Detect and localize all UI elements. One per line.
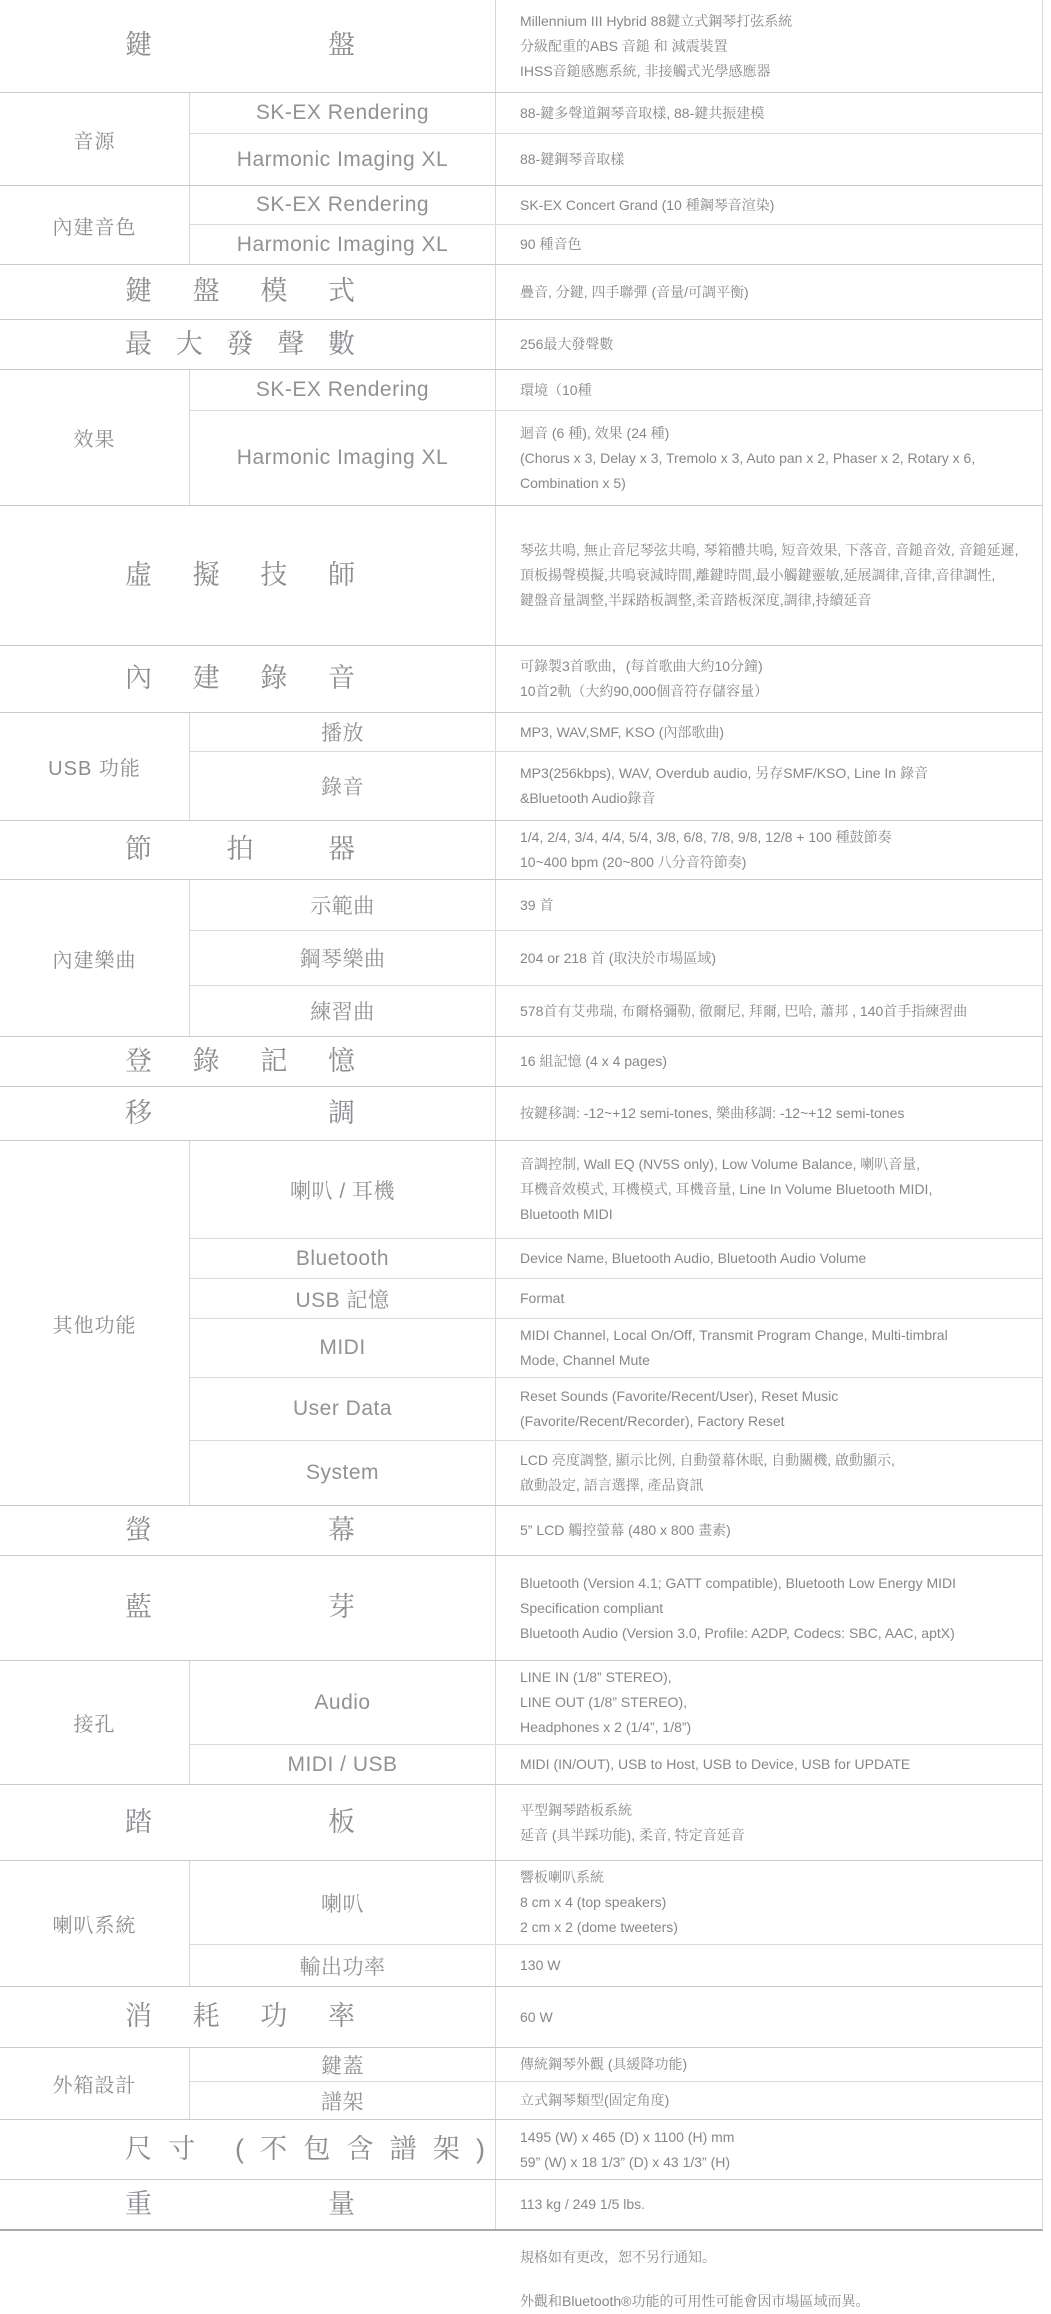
section-label: 其他功能 bbox=[0, 1141, 190, 1505]
spec-section bbox=[0, 646, 1042, 713]
spec-value bbox=[496, 265, 1042, 319]
spec-section bbox=[0, 265, 1042, 320]
section-sublabel: 示範曲 bbox=[190, 880, 496, 930]
spec-section bbox=[0, 1141, 1042, 1506]
section-label-text: 登錄記憶 bbox=[125, 1045, 355, 1076]
spec-subrow bbox=[190, 1238, 1042, 1278]
spec-value bbox=[496, 370, 1042, 410]
spec-value-line: 傳統鋼琴外觀 (具緩降功能) bbox=[520, 2056, 688, 2072]
spec-subrow bbox=[190, 1661, 1042, 1744]
spec-section bbox=[0, 1861, 1042, 1987]
spec-value bbox=[496, 1556, 1042, 1660]
section-label bbox=[0, 2120, 496, 2179]
spec-value bbox=[496, 931, 1042, 985]
spec-section bbox=[0, 1037, 1042, 1087]
spec-value bbox=[496, 1861, 1042, 1944]
spec-value bbox=[496, 1441, 1042, 1505]
section-sublabel: USB 記憶 bbox=[190, 1279, 496, 1318]
spec-section bbox=[0, 1506, 1042, 1556]
spec-value-line: SK-EX Concert Grand (10 種鋼琴音渲染) bbox=[520, 196, 775, 213]
section-sublabel: SK-EX Rendering bbox=[190, 93, 496, 133]
spec-value-line: 琴弦共鳴, 無止音尼琴弦共鳴, 琴箱體共鳴, 短音效果, 下落音, 音鎚音效, 音鎚延遲, bbox=[520, 542, 1019, 558]
spec-value bbox=[496, 752, 1042, 820]
section-label-text: 尺寸 (不包含譜架) bbox=[125, 2133, 485, 2164]
spec-value bbox=[496, 1987, 1042, 2047]
section-label-text: 內建錄音 bbox=[125, 663, 355, 694]
spec-value-line: 90 種音色 bbox=[520, 236, 582, 252]
spec-value-line: Millennium III Hybrid 88鍵立式鋼琴打弦系統 bbox=[520, 12, 793, 29]
section-label-text: 藍芽 bbox=[125, 1592, 355, 1623]
spec-value-line: 113 kg / 249 1/5 lbs. bbox=[520, 2196, 646, 2212]
section-label: 內建音色 bbox=[0, 186, 190, 264]
spec-value-line: 88-鍵多聲道鋼琴音取樣, 88-鍵共振建模 bbox=[520, 104, 765, 121]
section-sublabel: 播放 bbox=[190, 713, 496, 751]
spec-value-line: 迴音 (6 種), 效果 (24 種) bbox=[520, 424, 670, 441]
spec-value-line: 疊音, 分鍵, 四手聯彈 (音量/可調平衡) bbox=[520, 283, 749, 300]
spec-section bbox=[0, 821, 1042, 880]
section-label bbox=[0, 1987, 496, 2047]
section-sublabel: System bbox=[190, 1441, 496, 1505]
section-sublabel: MIDI bbox=[190, 1319, 496, 1377]
spec-subrows bbox=[190, 880, 1042, 1036]
spec-value bbox=[496, 186, 1042, 224]
spec-value-line: LINE OUT (1/8” STEREO), bbox=[520, 1694, 687, 1710]
spec-value bbox=[496, 1141, 1042, 1238]
spec-subrow bbox=[190, 1377, 1042, 1440]
spec-value-line: 130 W bbox=[520, 1957, 561, 1973]
section-label: 接孔 bbox=[0, 1661, 190, 1784]
spec-value-line: Format bbox=[520, 1290, 565, 1306]
footer-note: 規格如有更改，恕不另行通知。 bbox=[520, 2249, 716, 2265]
spec-subrow bbox=[190, 1141, 1042, 1238]
spec-value-line: &Bluetooth Audio錄音 bbox=[520, 790, 656, 806]
spec-subrows bbox=[190, 2048, 1042, 2119]
spec-subrows bbox=[190, 1861, 1042, 1986]
spec-subrow bbox=[190, 1744, 1042, 1784]
footer-notes bbox=[0, 2231, 1051, 2314]
section-label: USB 功能 bbox=[0, 713, 190, 820]
section-sublabel: Harmonic Imaging XL bbox=[190, 411, 496, 505]
spec-value bbox=[496, 320, 1042, 369]
section-label-text: 虛擬技師 bbox=[125, 559, 355, 590]
section-sublabel: 譜架 bbox=[190, 2082, 496, 2119]
spec-section bbox=[0, 2180, 1042, 2229]
spec-value-line: 10~400 bpm (20~800 八分音符節奏) bbox=[520, 854, 747, 870]
section-label: 喇叭系統 bbox=[0, 1861, 190, 1986]
spec-section bbox=[0, 2048, 1042, 2120]
spec-value bbox=[496, 713, 1042, 751]
spec-section bbox=[0, 713, 1042, 821]
section-label bbox=[0, 1556, 496, 1660]
spec-section bbox=[0, 2120, 1042, 2180]
section-label-text: 節拍器 bbox=[125, 834, 355, 865]
spec-value-line: 分級配重的ABS 音鎚 和 減震裝置 bbox=[520, 37, 728, 54]
spec-value bbox=[496, 1087, 1042, 1140]
spec-value bbox=[496, 2048, 1042, 2081]
spec-value-line: 1/4, 2/4, 3/4, 4/4, 5/4, 3/8, 6/8, 7/8, 9/8, 12/8 + 100 種鼓節奏 bbox=[520, 829, 892, 845]
spec-value-line: 8 cm x 4 (top speakers) bbox=[520, 1894, 667, 1910]
spec-section bbox=[0, 1087, 1042, 1141]
spec-value-line: Combination x 5) bbox=[520, 474, 626, 491]
section-sublabel: 錄音 bbox=[190, 752, 496, 820]
spec-subrow bbox=[190, 1861, 1042, 1944]
spec-value-line: (Favorite/Recent/Recorder), Factory Reset bbox=[520, 1413, 785, 1429]
section-sublabel: SK-EX Rendering bbox=[190, 186, 496, 224]
spec-value bbox=[496, 225, 1042, 264]
section-sublabel: Bluetooth bbox=[190, 1239, 496, 1278]
spec-value bbox=[496, 2180, 1042, 2229]
spec-value-line: 啟動設定, 語言選擇, 產品資訊 bbox=[520, 1477, 704, 1493]
spec-value bbox=[496, 1378, 1042, 1440]
section-label bbox=[0, 1506, 496, 1555]
spec-value-line: MIDI (IN/OUT), USB to Host, USB to Device, USB for UPDATE bbox=[520, 1756, 911, 1772]
spec-value-line: 5” LCD 觸控螢幕 (480 x 800 畫素) bbox=[520, 1522, 731, 1538]
section-label: 內建樂曲 bbox=[0, 880, 190, 1036]
spec-value-line: 60 W bbox=[520, 2008, 553, 2025]
spec-value-line: 16 組記憶 (4 x 4 pages) bbox=[520, 1053, 668, 1069]
spec-value-line: IHSS音鎚感應系統, 非接觸式光學感應器 bbox=[520, 62, 771, 79]
section-label bbox=[0, 1785, 496, 1860]
section-sublabel: SK-EX Rendering bbox=[190, 370, 496, 410]
spec-value-line: 耳機音效模式, 耳機模式, 耳機音量, Line In Volume Bluetooth MIDI, bbox=[520, 1181, 933, 1197]
spec-value-line: 鍵盤音量調整,半踩踏板調整,柔音踏板深度,調律,持續延音 bbox=[520, 592, 872, 608]
section-sublabel: Harmonic Imaging XL bbox=[190, 134, 496, 185]
spec-section bbox=[0, 1987, 1042, 2048]
section-sublabel: 練習曲 bbox=[190, 986, 496, 1036]
spec-value-line: Bluetooth Audio (Version 3.0, Profile: A2DP, Codecs: SBC, AAC, aptX) bbox=[520, 1624, 955, 1641]
spec-value-line: 延音 (具半踩功能), 柔音, 特定音延音 bbox=[520, 1826, 745, 1843]
spec-value-line: Device Name, Bluetooth Audio, Bluetooth Audio Volume bbox=[520, 1250, 867, 1266]
section-label bbox=[0, 506, 496, 645]
spec-value-line: 按鍵移調: -12~+12 semi-tones, 樂曲移調: -12~+12 semi-tones bbox=[520, 1105, 905, 1121]
spec-value-line: Bluetooth (Version 4.1; GATT compatible), Bluetooth Low Energy MIDI bbox=[520, 1574, 957, 1591]
section-sublabel: 鍵蓋 bbox=[190, 2048, 496, 2081]
section-label-text: 最大發聲數 bbox=[125, 328, 355, 359]
spec-value bbox=[496, 1506, 1042, 1555]
spec-subrow bbox=[190, 370, 1042, 410]
spec-value-line: 204 or 218 首 (取決於市場區域) bbox=[520, 949, 717, 966]
spec-section bbox=[0, 506, 1042, 646]
section-sublabel: Audio bbox=[190, 1661, 496, 1744]
spec-subrow bbox=[190, 1944, 1042, 1986]
spec-subrow bbox=[190, 133, 1042, 185]
section-label bbox=[0, 821, 496, 879]
section-sublabel: 喇叭 bbox=[190, 1861, 496, 1944]
section-label-text: 消耗功率 bbox=[125, 2001, 355, 2032]
spec-value-line: 環境（10種 bbox=[520, 381, 592, 398]
spec-value bbox=[496, 134, 1042, 185]
section-label bbox=[0, 1037, 496, 1086]
spec-value-line: 立式鋼琴類型(固定角度) bbox=[520, 2092, 670, 2108]
spec-value-line: 10首2軌（大約90,000個音符存儲容量） bbox=[520, 683, 769, 699]
spec-value bbox=[496, 821, 1042, 879]
spec-value-line: Headphones x 2 (1/4”, 1/8”) bbox=[520, 1719, 692, 1735]
section-label-text: 移調 bbox=[125, 1097, 355, 1128]
section-sublabel: MIDI / USB bbox=[190, 1745, 496, 1784]
section-sublabel: User Data bbox=[190, 1378, 496, 1440]
spec-value bbox=[496, 1319, 1042, 1377]
spec-subrow bbox=[190, 1440, 1042, 1505]
spec-value-line: 578首有艾弗瑞, 布爾格彌勒, 徹爾尼, 拜爾, 巴哈, 蕭邦 , 140首手指練習曲 bbox=[520, 1002, 968, 1019]
spec-value bbox=[496, 646, 1042, 712]
spec-value bbox=[496, 1239, 1042, 1278]
spec-value-line: MP3(256kbps), WAV, Overdub audio, 另存SMF/KSO, Line In 錄音 bbox=[520, 765, 928, 781]
spec-section bbox=[0, 1785, 1042, 1861]
spec-section bbox=[0, 93, 1042, 186]
section-label: 外箱設計 bbox=[0, 2048, 190, 2119]
spec-value bbox=[496, 411, 1042, 505]
spec-subrows bbox=[190, 713, 1042, 820]
spec-value-line: 256最大發聲數 bbox=[520, 336, 614, 352]
section-label: 音源 bbox=[0, 93, 190, 185]
spec-value-line: 1495 (W) x 465 (D) x 1100 (H) mm bbox=[520, 2128, 735, 2145]
spec-value bbox=[496, 2082, 1042, 2119]
spec-subrow bbox=[190, 2081, 1042, 2119]
spec-section bbox=[0, 320, 1042, 370]
spec-value-line: 平型鋼琴踏板系統 bbox=[520, 1801, 632, 1818]
spec-value-line: MP3, WAV,SMF, KSO (內部歌曲) bbox=[520, 723, 725, 740]
spec-subrow bbox=[190, 224, 1042, 264]
spec-value bbox=[496, 1745, 1042, 1784]
spec-value bbox=[496, 1661, 1042, 1744]
spec-section bbox=[0, 186, 1042, 265]
spec-value bbox=[496, 506, 1042, 645]
footer-note: 外觀和Bluetooth®功能的可用性可能會因市場區域而異。 bbox=[520, 2293, 870, 2309]
spec-subrow bbox=[190, 410, 1042, 505]
spec-value bbox=[496, 93, 1042, 133]
spec-value-line: 2 cm x 2 (dome tweeters) bbox=[520, 1919, 678, 1935]
spec-subrows bbox=[190, 1661, 1042, 1784]
spec-value bbox=[496, 0, 1042, 92]
spec-value-line: 39 首 bbox=[520, 896, 554, 913]
spec-value bbox=[496, 880, 1042, 930]
spec-value bbox=[496, 1785, 1042, 1860]
section-label bbox=[0, 646, 496, 712]
spec-value-line: 88-鍵鋼琴音取樣 bbox=[520, 151, 625, 167]
spec-value bbox=[496, 1037, 1042, 1086]
section-sublabel: 輸出功率 bbox=[190, 1945, 496, 1986]
spec-subrows bbox=[190, 186, 1042, 264]
spec-value-line: Bluetooth MIDI bbox=[520, 1206, 613, 1222]
spec-subrow bbox=[190, 751, 1042, 820]
section-label-text: 鍵盤 bbox=[125, 30, 355, 61]
section-sublabel: 喇叭 / 耳機 bbox=[190, 1141, 496, 1238]
spec-section bbox=[0, 1661, 1042, 1785]
spec-value-line: MIDI Channel, Local On/Off, Transmit Program Change, Multi-timbral bbox=[520, 1327, 948, 1343]
section-label-text: 重量 bbox=[125, 2188, 355, 2219]
spec-subrow bbox=[190, 985, 1042, 1036]
spec-section bbox=[0, 880, 1042, 1037]
section-label bbox=[0, 0, 496, 92]
spec-value-line: (Chorus x 3, Delay x 3, Tremolo x 3, Auto pan x 2, Phaser x 2, Rotary x 6, bbox=[520, 449, 976, 466]
spec-value-line: Mode, Channel Mute bbox=[520, 1352, 650, 1368]
spec-subrow bbox=[190, 1318, 1042, 1377]
spec-subrow bbox=[190, 2048, 1042, 2081]
spec-value-line: Reset Sounds (Favorite/Recent/User), Reset Music bbox=[520, 1388, 839, 1404]
spec-subrow bbox=[190, 713, 1042, 751]
spec-section bbox=[0, 0, 1042, 93]
spec-subrow bbox=[190, 880, 1042, 930]
spec-subrow bbox=[190, 930, 1042, 985]
spec-value-line: 響板喇叭系統 bbox=[520, 1869, 604, 1885]
section-label bbox=[0, 2180, 496, 2229]
section-label-text: 踏板 bbox=[125, 1806, 355, 1837]
section-label-text: 螢幕 bbox=[125, 1514, 355, 1545]
spec-section bbox=[0, 370, 1042, 506]
spec-subrow bbox=[190, 1278, 1042, 1318]
spec-value-line: 頂板揚聲模擬,共鳴衰減時間,離鍵時間,最小觸鍵靈敏,延展調律,音律,音律調性, bbox=[520, 567, 996, 583]
spec-value bbox=[496, 2120, 1042, 2179]
spec-value-line: LINE IN (1/8” STEREO), bbox=[520, 1669, 672, 1685]
spec-value-line: LCD 亮度調整, 顯示比例, 自動螢幕休眠, 自動關機, 啟動顯示, bbox=[520, 1452, 895, 1468]
section-label bbox=[0, 320, 496, 369]
spec-section bbox=[0, 1556, 1042, 1661]
spec-value-line: Specification compliant bbox=[520, 1599, 664, 1616]
spec-subrow bbox=[190, 186, 1042, 224]
spec-value bbox=[496, 1945, 1042, 1986]
section-sublabel: 鋼琴樂曲 bbox=[190, 931, 496, 985]
section-label bbox=[0, 265, 496, 319]
section-label-text: 鍵盤模式 bbox=[125, 276, 355, 307]
section-sublabel: Harmonic Imaging XL bbox=[190, 225, 496, 264]
spec-value bbox=[496, 1279, 1042, 1318]
spec-subrows bbox=[190, 1141, 1042, 1505]
section-label: 效果 bbox=[0, 370, 190, 505]
spec-value-line: 可錄製3首歌曲，(每首歌曲大約10分鐘) bbox=[520, 658, 763, 674]
spec-subrow bbox=[190, 93, 1042, 133]
spec-value-line: 59” (W) x 18 1/3” (D) x 43 1/3” (H) bbox=[520, 2153, 731, 2170]
spec-subrows bbox=[190, 93, 1042, 185]
section-label bbox=[0, 1087, 496, 1140]
spec-value bbox=[496, 986, 1042, 1036]
spec-value-line: 音調控制, Wall EQ (NV5S only), Low Volume Balance, 喇叭音量, bbox=[520, 1156, 921, 1172]
spec-subrows bbox=[190, 370, 1042, 505]
